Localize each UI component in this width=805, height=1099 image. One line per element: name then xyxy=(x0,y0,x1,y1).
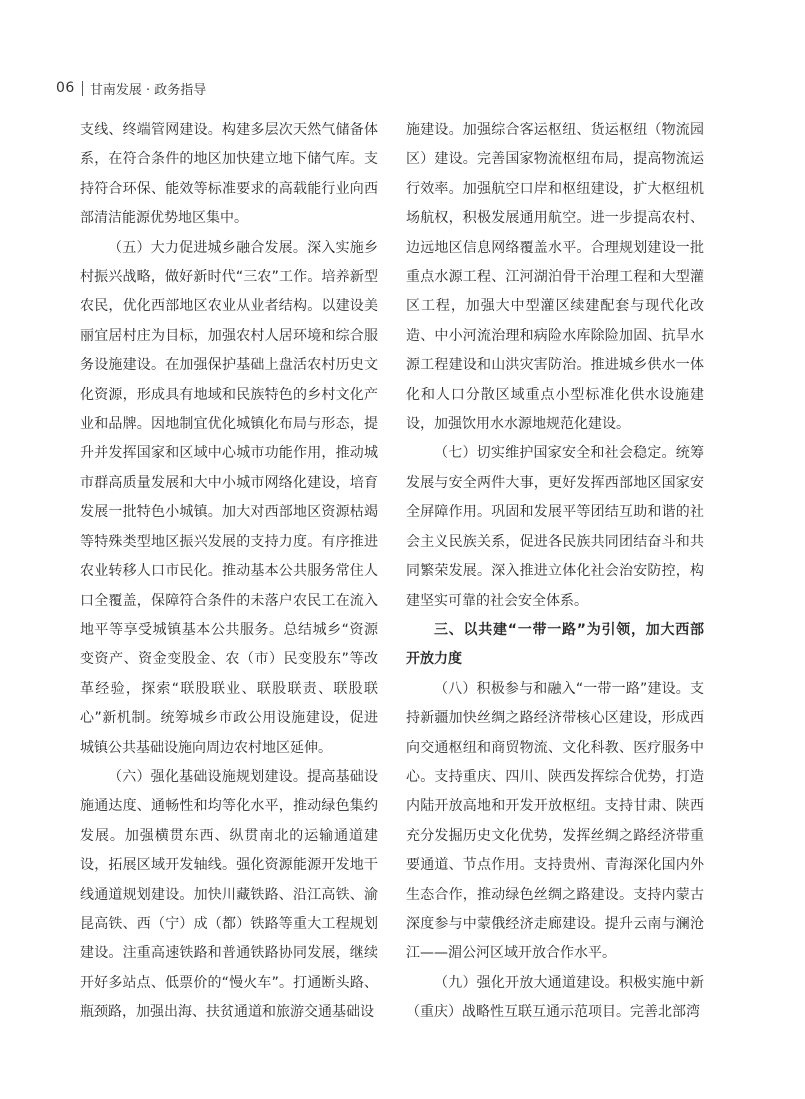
paragraph: （九）强化开放大通道建设。积极实施中新（重庆）战略性互联互通示范项目。完善北部湾 xyxy=(406,974,704,1021)
header-divider xyxy=(82,81,83,96)
paragraph: （六）强化基础设施规划建设。提高基础设施通达度、通畅性和均等化水平，推动绿色集约发展。加强横贯东西、纵贯南北的运输通道建设，拓展区域开发轴线。强化资源能源开发地干线通道规划建设。加快川藏铁路、沿江高铁、渝昆高铁、西（宁）成（都）铁路等重大工程规划建设。注重高速铁路和普通铁路协同发展，继续开好多站点、低票价的“慢火车”。打通断头路、瓶颈路，加强出海、扶贫通道和旅游交通基础设 xyxy=(80,768,378,1021)
left-column xyxy=(80,116,378,1028)
page-header xyxy=(56,78,206,98)
article-body xyxy=(80,116,727,1066)
paragraph: 支线、终端管网建设。构建多层次天然气储备体系，在符合条件的地区加快建立地下储气库。支持符合环保、能效等标准要求的高载能行业向西部清洁能源优势地区集中。 xyxy=(80,122,378,227)
paragraph: （七）切实维护国家安全和社会稳定。统筹发展与安全两件大事，更好发挥西部地区国家安全屏障作用。巩固和发展平等团结互助和谐的社会主义民族关系，促进各民族共同团结奋斗和共同繁荣发展。深入推进立体化社会治安防控，构建坚实可靠的社会安全体系。 xyxy=(406,445,704,609)
page-number: 06 xyxy=(56,80,75,96)
paragraph: （八）积极参与和融入“一带一路”建设。支持新疆加快丝绸之路经济带核心区建设，形成西向交通枢纽和商贸物流、文化科教、医疗服务中心。支持重庆、四川、陕西发挥综合优势，打造内陆开放高地和开发开放枢纽。支持甘肃、陕西充分发掘历史文化优势，发挥丝绸之路经济带重要通道、节点作用。支持贵州、青海深化国内外生态合作，推动绿色丝绸之路建设。支持内蒙古深度参与中蒙俄经济走廊建设。提升云南与澜沧江——湄公河区域开放合作水平。 xyxy=(406,680,704,962)
running-title: 甘南发展 · 政务指导 xyxy=(89,82,207,98)
paragraph: （五）大力促进城乡融合发展。深入实施乡村振兴战略，做好新时代“三农”工作。培养新型农民，优化西部地区农业从业者结构。以建设美丽宜居村庄为目标，加强农村人居环境和综合服务设施建设。在加强保护基础上盘活农村历史文化资源，形成具有地域和民族特色的乡村文化产业和品牌。因地制宜优化城镇化布局与形态，提升并发挥国家和区域中心城市功能作用，推动城市群高质量发展和大中小城市网络化建设，培育发展一批特色小城镇。加大对西部地区资源枯竭等特殊类型地区振兴发展的支持力度。有序推进农业转移人口市民化。推动基本公共服务常住人口全覆盖，保障符合条件的未落户农民工在流入地平等享受城镇基本公共服务。总结城乡“资源变资产、资金变股金、农（市）民变股东”等改革经验，探索“联股联业、联股联责、联股联心”新机制。统筹城乡市政公用设施建设，促进城镇公共基础设施向周边农村地区延伸。 xyxy=(80,239,378,756)
section-heading: 三、以共建“一带一路”为引领，加大西部开放力度 xyxy=(406,621,704,668)
right-column xyxy=(406,116,704,1028)
paragraph: 施建设。加强综合客运枢纽、货运枢纽（物流园区）建设。完善国家物流枢纽布局，提高物流运行效率。加强航空口岸和枢纽建设，扩大枢纽机场航权，积极发展通用航空。进一步提高农村、边远地区信息网络覆盖水平。合理规划建设一批重点水源工程、江河湖泊骨干治理工程和大型灌区工程，加强大中型灌区续建配套与现代化改造、中小河流治理和病险水库除险加固、抗旱水源工程建设和山洪灾害防治。推进城乡供水一体化和人口分散区域重点小型标准化供水设施建设，加强饮用水水源地规范化建设。 xyxy=(406,122,704,433)
